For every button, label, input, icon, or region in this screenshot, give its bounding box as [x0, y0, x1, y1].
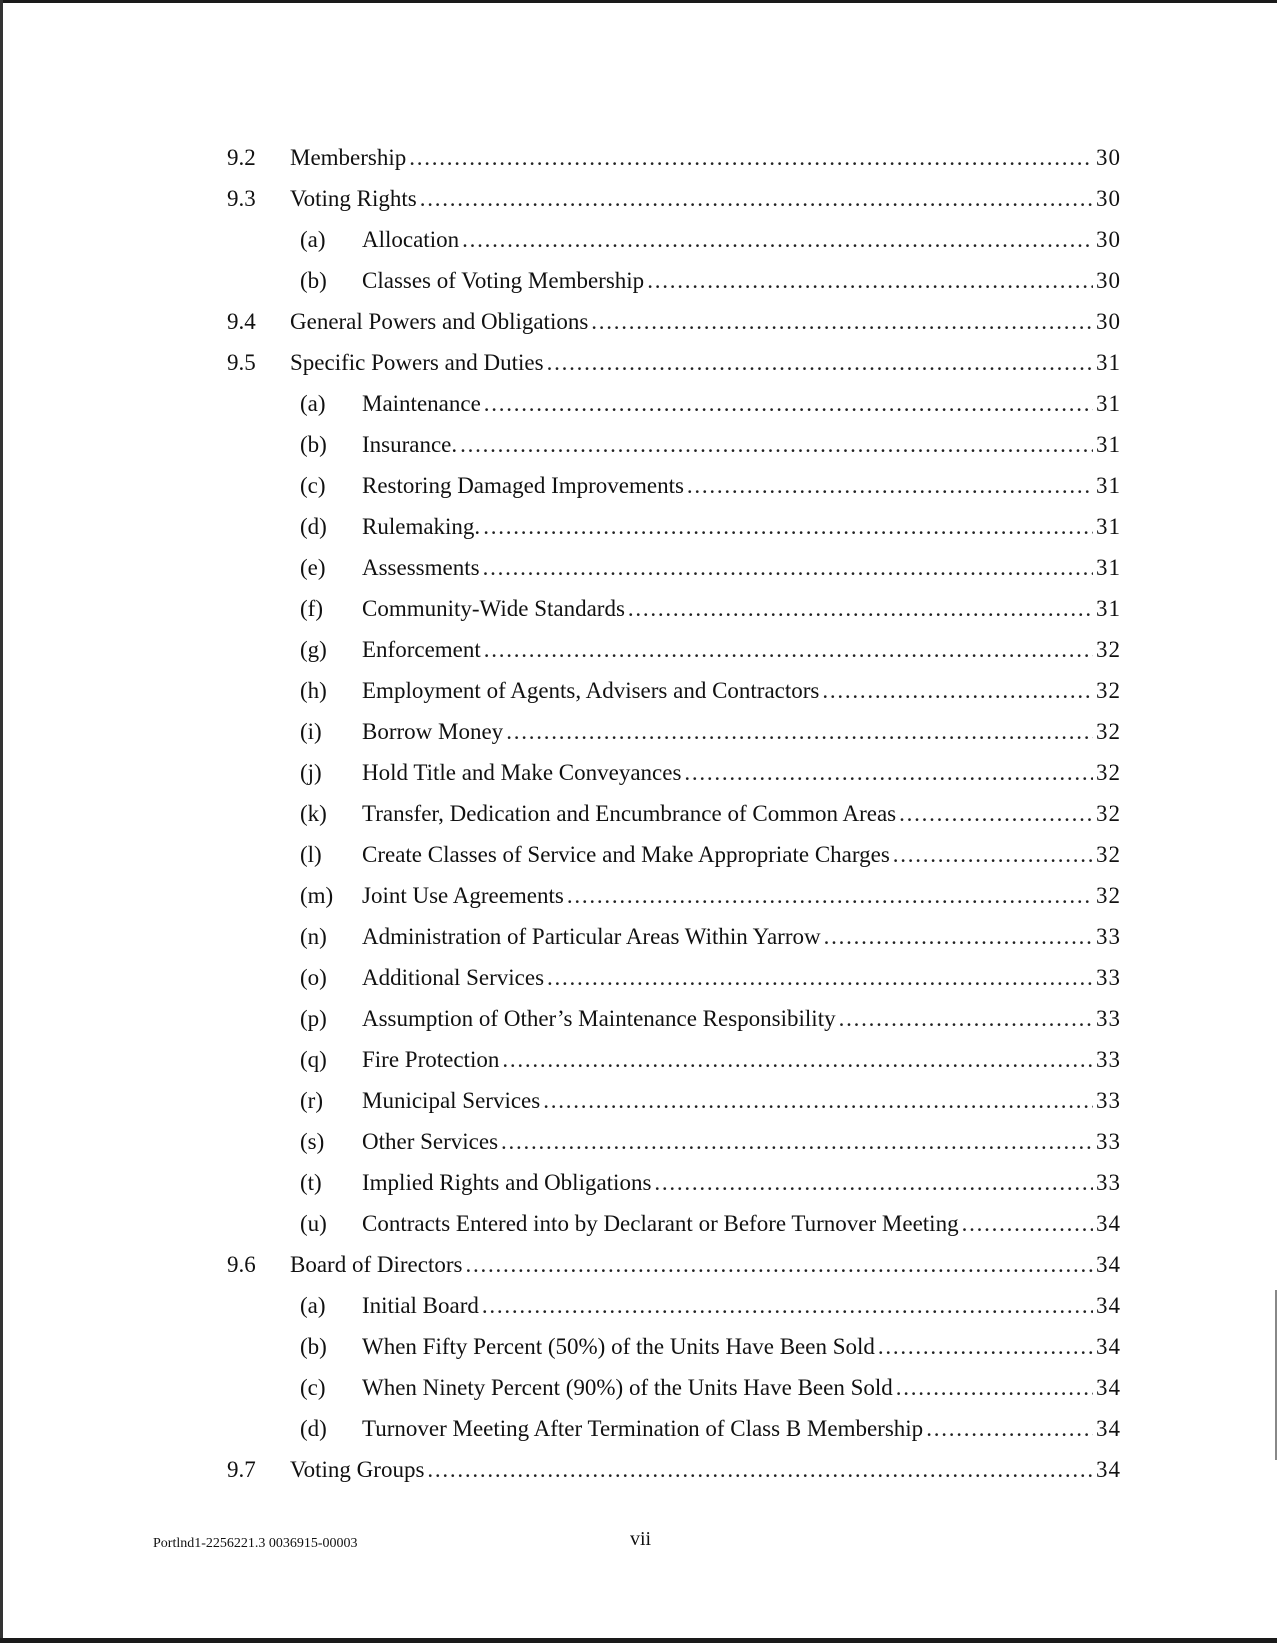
subsection-letter: (b)	[300, 432, 327, 457]
dot-leader	[409, 137, 1093, 178]
entry-page-number: 32	[1096, 678, 1121, 703]
toc-subsection-row	[0, 1285, 1277, 1326]
toc-section-row	[0, 342, 1277, 383]
toc-entry	[362, 957, 1121, 998]
section-number: 9.4	[227, 309, 256, 334]
entry-title: Allocation	[362, 227, 460, 252]
entry-title: Insurance.	[362, 432, 458, 457]
subsection-letter: (j)	[300, 760, 322, 785]
toc-entry	[362, 670, 1121, 711]
entry-page-number: 34	[1096, 1416, 1121, 1441]
entry-page-number: 34	[1096, 1211, 1121, 1236]
dot-leader	[427, 1449, 1093, 1490]
dot-leader	[684, 752, 1093, 793]
document-id: Portlnd1-2256221.3 0036915-00003	[153, 1536, 358, 1551]
toc-subsection-row	[0, 916, 1277, 957]
entry-title: Voting Groups	[290, 1457, 425, 1482]
toc-entry	[362, 711, 1121, 752]
dot-leader	[926, 1408, 1093, 1449]
table-of-contents	[0, 137, 1277, 1490]
toc-subsection-row	[0, 957, 1277, 998]
entry-page-number: 34	[1096, 1334, 1121, 1359]
toc-entry	[362, 260, 1121, 301]
dot-leader	[483, 547, 1093, 588]
toc-entry	[362, 219, 1121, 260]
entry-title: Assumption of Other’s Maintenance Responsibility	[362, 1006, 836, 1031]
toc-entry	[290, 137, 1121, 178]
toc-subsection-row	[0, 1408, 1277, 1449]
entry-title: Voting Rights	[290, 186, 417, 211]
dot-leader	[501, 1121, 1093, 1162]
entry-title: Rulemaking.	[362, 514, 481, 539]
entry-page-number: 32	[1096, 760, 1121, 785]
toc-entry	[290, 301, 1121, 342]
toc-entry	[362, 506, 1121, 547]
toc-section-row	[0, 1244, 1277, 1285]
dot-leader	[824, 916, 1093, 957]
dot-leader	[543, 1080, 1093, 1121]
dot-leader	[591, 301, 1093, 342]
toc-entry	[362, 1080, 1121, 1121]
dot-leader	[567, 875, 1093, 916]
entry-title: Classes of Voting Membership	[362, 268, 645, 293]
toc-entry	[362, 793, 1121, 834]
entry-page-number: 33	[1096, 1088, 1121, 1113]
toc-section-row	[0, 301, 1277, 342]
subsection-letter: (s)	[300, 1129, 325, 1154]
toc-subsection-row	[0, 998, 1277, 1039]
entry-title: Restoring Damaged Improvements	[362, 473, 684, 498]
entry-title: Employment of Agents, Advisers and Contractors	[362, 678, 820, 703]
dot-leader	[687, 465, 1093, 506]
toc-subsection-row	[0, 424, 1277, 465]
toc-subsection-row	[0, 588, 1277, 629]
toc-entry	[290, 178, 1121, 219]
entry-page-number: 30	[1096, 227, 1121, 252]
toc-section-row	[0, 137, 1277, 178]
entry-title: Create Classes of Service and Make Appropriate Charges	[362, 842, 890, 867]
entry-page-number: 31	[1096, 432, 1121, 457]
toc-subsection-row	[0, 1326, 1277, 1367]
section-number: 9.6	[227, 1252, 256, 1277]
subsection-letter: (d)	[300, 514, 327, 539]
subsection-letter: (a)	[300, 1293, 326, 1318]
subsection-letter: (g)	[300, 637, 327, 662]
subsection-letter: (i)	[300, 719, 322, 744]
dot-leader	[839, 998, 1093, 1039]
toc-entry	[362, 465, 1121, 506]
dot-leader	[460, 424, 1093, 465]
entry-page-number: 31	[1096, 514, 1121, 539]
dot-leader	[893, 834, 1093, 875]
toc-entry	[362, 875, 1121, 916]
toc-subsection-row	[0, 629, 1277, 670]
entry-title: Assessments	[362, 555, 480, 580]
toc-entry	[362, 1408, 1121, 1449]
entry-page-number: 30	[1096, 145, 1121, 170]
dot-leader	[647, 260, 1093, 301]
dot-leader	[962, 1203, 1093, 1244]
entry-page-number: 32	[1096, 842, 1121, 867]
entry-page-number: 31	[1096, 555, 1121, 580]
toc-subsection-row	[0, 547, 1277, 588]
toc-entry	[362, 1162, 1121, 1203]
entry-title: Transfer, Dedication and Encumbrance of Common Areas	[362, 801, 897, 826]
entry-page-number: 32	[1096, 801, 1121, 826]
dot-leader	[547, 957, 1093, 998]
entry-page-number: 33	[1096, 1170, 1121, 1195]
toc-subsection-row	[0, 383, 1277, 424]
subsection-letter: (c)	[300, 1375, 326, 1400]
entry-title: Borrow Money	[362, 719, 504, 744]
toc-subsection-row	[0, 260, 1277, 301]
toc-entry	[362, 1203, 1121, 1244]
toc-entry	[362, 1121, 1121, 1162]
entry-page-number: 34	[1096, 1375, 1121, 1400]
subsection-letter: (n)	[300, 924, 327, 949]
entry-title: Hold Title and Make Conveyances	[362, 760, 682, 785]
entry-page-number: 32	[1096, 637, 1121, 662]
subsection-letter: (r)	[300, 1088, 323, 1113]
toc-subsection-row	[0, 1121, 1277, 1162]
toc-subsection-row	[0, 711, 1277, 752]
toc-entry	[362, 1326, 1121, 1367]
entry-title: Turnover Meeting After Termination of Class B Membership	[362, 1416, 924, 1441]
toc-entry	[362, 1285, 1121, 1326]
section-number: 9.2	[227, 145, 256, 170]
subsection-letter: (u)	[300, 1211, 327, 1236]
toc-entry	[362, 752, 1121, 793]
entry-page-number: 31	[1096, 596, 1121, 621]
entry-page-number: 34	[1096, 1293, 1121, 1318]
toc-entry	[362, 424, 1121, 465]
entry-page-number: 31	[1096, 391, 1121, 416]
subsection-letter: (m)	[300, 883, 334, 908]
entry-page-number: 31	[1096, 350, 1121, 375]
entry-page-number: 30	[1096, 186, 1121, 211]
toc-subsection-row	[0, 219, 1277, 260]
entry-title: Initial Board	[362, 1293, 479, 1318]
entry-title: Other Services	[362, 1129, 499, 1154]
dot-leader	[484, 629, 1093, 670]
toc-entry	[362, 1039, 1121, 1080]
toc-subsection-row	[0, 465, 1277, 506]
entry-page-number: 31	[1096, 473, 1121, 498]
subsection-letter: (o)	[300, 965, 327, 990]
section-number: 9.7	[227, 1457, 256, 1482]
entry-title: Additional Services	[362, 965, 545, 990]
subsection-letter: (l)	[300, 842, 322, 867]
toc-entry	[290, 1244, 1121, 1285]
subsection-letter: (e)	[300, 555, 326, 580]
toc-entry	[362, 1367, 1121, 1408]
entry-title: When Ninety Percent (90%) of the Units Have Been Sold	[362, 1375, 893, 1400]
entry-title: Joint Use Agreements	[362, 883, 564, 908]
toc-subsection-row	[0, 1080, 1277, 1121]
subsection-letter: (t)	[300, 1170, 322, 1195]
toc-subsection-row	[0, 506, 1277, 547]
dot-leader	[822, 670, 1093, 711]
toc-subsection-row	[0, 1039, 1277, 1080]
entry-title: When Fifty Percent (50%) of the Units Have Been Sold	[362, 1334, 875, 1359]
entry-page-number: 33	[1096, 1047, 1121, 1072]
entry-page-number: 30	[1096, 268, 1121, 293]
toc-subsection-row	[0, 793, 1277, 834]
subsection-letter: (d)	[300, 1416, 327, 1441]
page-number: vii	[630, 1528, 652, 1550]
subsection-letter: (a)	[300, 391, 326, 416]
toc-entry	[290, 1449, 1121, 1490]
toc-entry	[362, 998, 1121, 1039]
toc-subsection-row	[0, 1203, 1277, 1244]
toc-subsection-row	[0, 1162, 1277, 1203]
entry-title: Implied Rights and Obligations	[362, 1170, 652, 1195]
subsection-letter: (p)	[300, 1006, 327, 1031]
dot-leader	[896, 1367, 1093, 1408]
entry-page-number: 33	[1096, 1129, 1121, 1154]
dot-leader	[482, 1285, 1093, 1326]
entry-title: Enforcement	[362, 637, 481, 662]
toc-entry	[362, 834, 1121, 875]
dot-leader	[654, 1162, 1093, 1203]
toc-entry	[362, 547, 1121, 588]
entry-title: Specific Powers and Duties	[290, 350, 544, 375]
dot-leader	[420, 178, 1093, 219]
entry-title: Membership	[290, 145, 407, 170]
toc-entry	[362, 916, 1121, 957]
toc-subsection-row	[0, 875, 1277, 916]
entry-page-number: 32	[1096, 719, 1121, 744]
entry-title: Fire Protection	[362, 1047, 500, 1072]
entry-title: Board of Directors	[290, 1252, 463, 1277]
entry-title: Administration of Particular Areas Within Yarrow	[362, 924, 821, 949]
dot-leader	[483, 506, 1093, 547]
dot-leader	[899, 793, 1093, 834]
dot-leader	[506, 711, 1093, 752]
entry-page-number: 32	[1096, 883, 1121, 908]
entry-title: Community-Wide Standards	[362, 596, 625, 621]
subsection-letter: (q)	[300, 1047, 327, 1072]
entry-title: Municipal Services	[362, 1088, 541, 1113]
section-number: 9.3	[227, 186, 256, 211]
subsection-letter: (h)	[300, 678, 327, 703]
dot-leader	[484, 383, 1093, 424]
toc-entry	[362, 629, 1121, 670]
scan-border-bottom	[0, 1638, 1277, 1643]
section-number: 9.5	[227, 350, 256, 375]
subsection-letter: (b)	[300, 268, 327, 293]
toc-section-row	[0, 178, 1277, 219]
entry-title: Contracts Entered into by Declarant or Before Turnover Meeting	[362, 1211, 959, 1236]
entry-title: Maintenance	[362, 391, 481, 416]
toc-entry	[362, 383, 1121, 424]
toc-subsection-row	[0, 1367, 1277, 1408]
entry-page-number: 33	[1096, 965, 1121, 990]
entry-page-number: 30	[1096, 309, 1121, 334]
entry-page-number: 33	[1096, 1006, 1121, 1031]
subsection-letter: (k)	[300, 801, 327, 826]
entry-page-number: 34	[1096, 1457, 1121, 1482]
toc-entry	[290, 342, 1121, 383]
subsection-letter: (a)	[300, 227, 326, 252]
entry-title: General Powers and Obligations	[290, 309, 589, 334]
toc-subsection-row	[0, 752, 1277, 793]
subsection-letter: (f)	[300, 596, 323, 621]
dot-leader	[628, 588, 1093, 629]
subsection-letter: (c)	[300, 473, 326, 498]
entry-page-number: 34	[1096, 1252, 1121, 1277]
subsection-letter: (b)	[300, 1334, 327, 1359]
toc-subsection-row	[0, 834, 1277, 875]
dot-leader	[878, 1326, 1093, 1367]
scan-border-top	[0, 0, 1277, 3]
toc-subsection-row	[0, 670, 1277, 711]
dot-leader	[462, 219, 1093, 260]
dot-leader	[547, 342, 1093, 383]
dot-leader	[502, 1039, 1093, 1080]
dot-leader	[465, 1244, 1093, 1285]
toc-section-row	[0, 1449, 1277, 1490]
entry-page-number: 33	[1096, 924, 1121, 949]
toc-entry	[362, 588, 1121, 629]
